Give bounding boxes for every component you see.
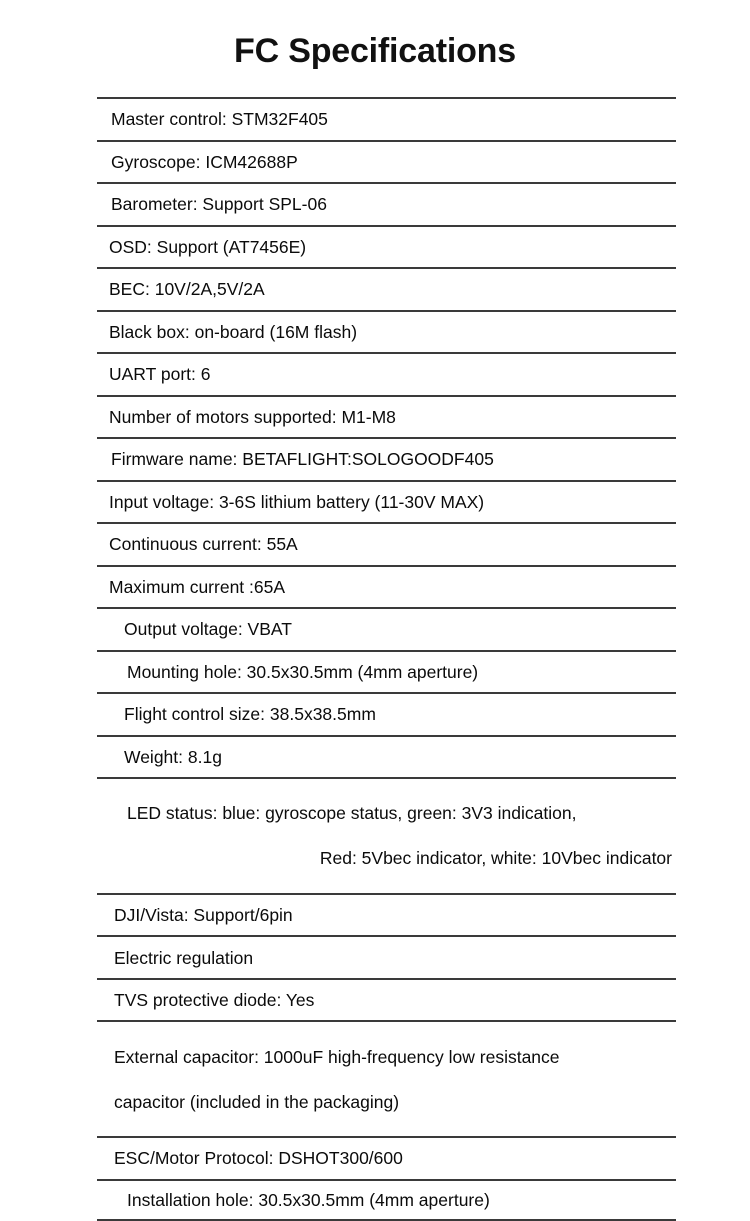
spec-row-text: Continuous current: 55A <box>109 534 298 555</box>
external-capacitor-line-1: External capacitor: 1000uF high-frequency low resistance <box>114 1046 560 1067</box>
spec-row-text: Output voltage: VBAT <box>124 619 292 640</box>
table-row <box>97 225 676 268</box>
spec-row-text: Input voltage: 3-6S lithium battery (11-30V MAX) <box>109 491 485 512</box>
table-row <box>97 735 676 778</box>
table-row <box>97 893 676 936</box>
table-row <box>97 437 676 480</box>
spec-row-text: DJI/Vista: Support/6pin <box>114 905 293 925</box>
table-row <box>97 352 676 395</box>
table-row <box>97 935 676 978</box>
spec-row-text: Master control: STM32F405 <box>111 109 328 130</box>
spec-row-text: Electric regulation <box>114 947 254 968</box>
table-row <box>97 310 676 353</box>
spec-row-text <box>97 1022 676 1136</box>
spec-row-text: Flight control size: 38.5x38.5mm <box>124 704 376 725</box>
table-row <box>97 480 676 523</box>
table-row-led-status <box>97 777 676 893</box>
spec-row-text <box>97 779 676 893</box>
table-row <box>97 182 676 225</box>
table-row <box>97 267 676 310</box>
page-title: FC Specifications <box>234 32 516 70</box>
table-row <box>97 565 676 608</box>
table-row <box>97 607 676 650</box>
table-row <box>97 522 676 565</box>
spec-row-text: OSD: Support (AT7456E) <box>109 236 307 257</box>
led-status-line-1: LED status: blue: gyroscope status, green: 3V3 indication, <box>127 803 577 824</box>
spec-row-text: Firmware name: BETAFLIGHT:SOLOGOODF405 <box>111 449 494 470</box>
external-capacitor-line-2: capacitor (included in the packaging) <box>114 1091 400 1112</box>
spec-row-text: BEC: 10V/2A,5V/2A <box>109 279 265 300</box>
spec-row-text: Installation hole: 30.5x30.5mm (4mm aperture) <box>127 1189 490 1210</box>
table-row <box>97 140 676 183</box>
table-row <box>97 1179 676 1221</box>
spec-row-text: Number of motors supported: M1-M8 <box>109 406 396 427</box>
spec-row-text: Barometer: Support SPL-06 <box>111 194 327 215</box>
led-status-line-2: Red: 5Vbec indicator, white: 10Vbec indicator <box>319 848 672 869</box>
spec-row-text: TVS protective diode: Yes <box>114 990 315 1010</box>
table-row <box>97 978 676 1021</box>
table-row <box>97 650 676 693</box>
spec-row-text: Mounting hole: 30.5x30.5mm (4mm aperture) <box>127 661 479 682</box>
table-row <box>97 97 676 140</box>
spec-row-text: ESC/Motor Protocol: DSHOT300/600 <box>114 1148 403 1169</box>
table-row <box>97 395 676 438</box>
spec-row-text: UART port: 6 <box>109 364 211 385</box>
spec-row-text: Maximum current :65A <box>109 576 286 597</box>
table-row <box>97 692 676 735</box>
table-row <box>97 1136 676 1179</box>
fc-specifications-table <box>97 97 676 1221</box>
table-row-external-capacitor <box>97 1020 676 1136</box>
spec-row-text: Gyroscope: ICM42688P <box>111 151 298 172</box>
spec-row-text: Weight: 8.1g <box>124 746 222 767</box>
spec-row-text: Black box: on-board (16M flash) <box>109 321 358 342</box>
